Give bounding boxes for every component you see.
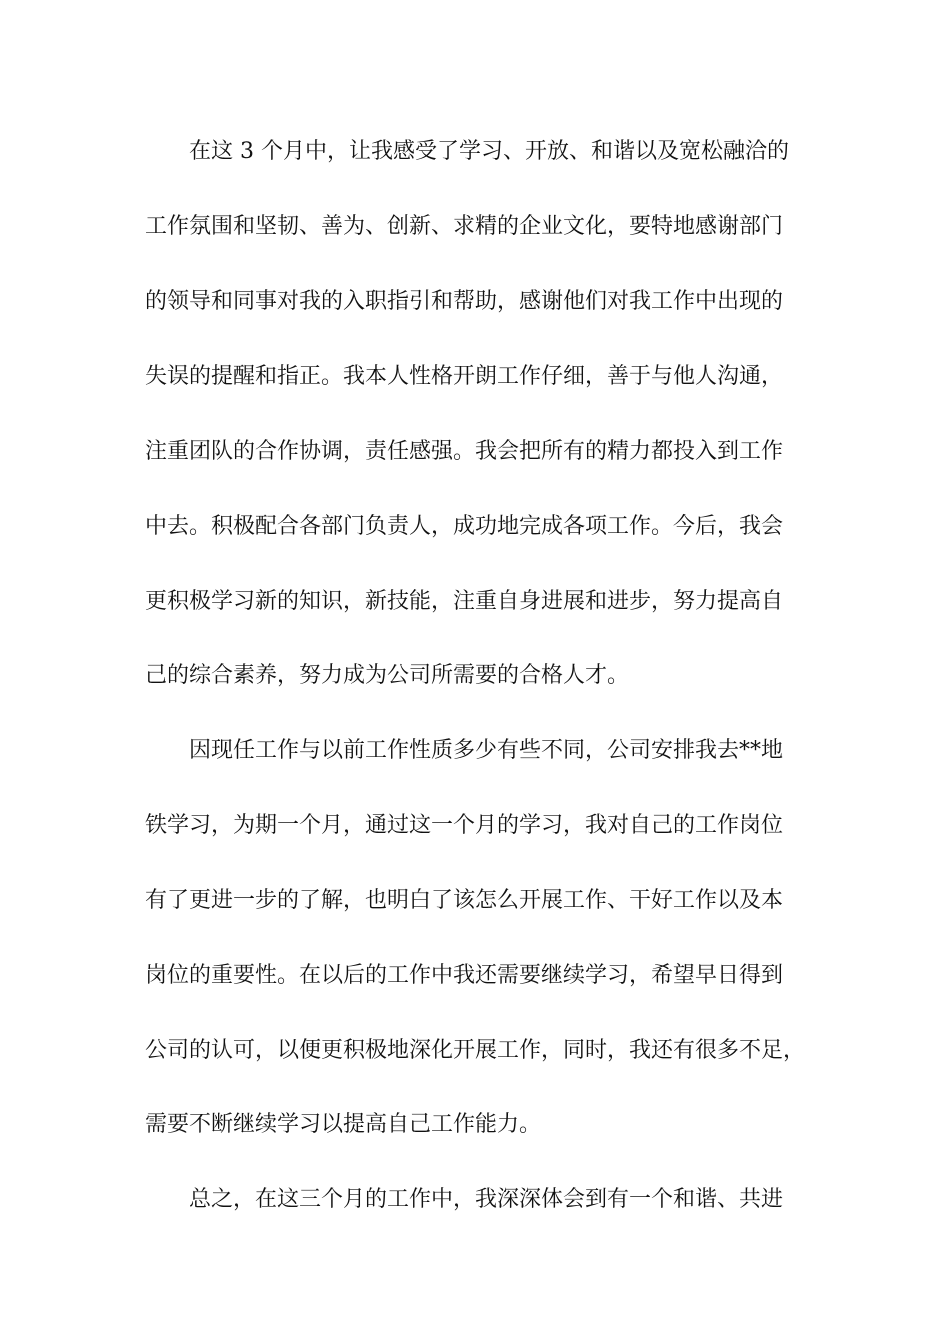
paragraph-line: 的领导和同事对我的入职指引和帮助，感谢他们对我工作中出现的	[145, 289, 784, 314]
paragraph-line: 注重团队的合作协调，责任感强。我会把所有的精力都投入到工作	[145, 439, 784, 464]
paragraph-line: 岗位的重要性。在以后的工作中我还需要继续学习，希望早日得到	[145, 963, 784, 988]
paragraph-line: 失误的提醒和指正。我本人性格开朗工作仔细，善于与他人沟通，	[145, 364, 784, 389]
paragraph-line: 在这 3 个月中，让我感受了学习、开放、和谐以及宽松融洽的	[189, 139, 789, 164]
paragraph-line: 中去。积极配合各部门负责人，成功地完成各项工作。今后，我会	[145, 514, 784, 539]
paragraph-line: 己的综合素养，努力成为公司所需要的合格人才。	[145, 663, 630, 688]
paragraph-line: 总之，在这三个月的工作中，我深深体会到有一个和谐、共进	[189, 1187, 784, 1212]
paragraph-line: 有了更进一步的了解，也明白了该怎么开展工作、干好工作以及本	[145, 888, 784, 913]
paragraph-line: 铁学习，为期一个月，通过这一个月的学习，我对自己的工作岗位	[145, 813, 784, 838]
paragraph-line: 需要不断继续学习以提高自己工作能力。	[145, 1112, 542, 1137]
paragraph-line: 更积极学习新的知识，新技能，注重自身进展和进步，努力提高自	[145, 589, 784, 614]
paragraph-line: 工作氛围和坚韧、善为、创新、求精的企业文化，要特地感谢部门	[145, 214, 784, 239]
paragraph-line: 公司的认可，以便更积极地深化开展工作，同时，我还有很多不足，	[145, 1038, 806, 1063]
paragraph-line: 因现任工作与以前工作性质多少有些不同，公司安排我去**地	[189, 738, 784, 763]
